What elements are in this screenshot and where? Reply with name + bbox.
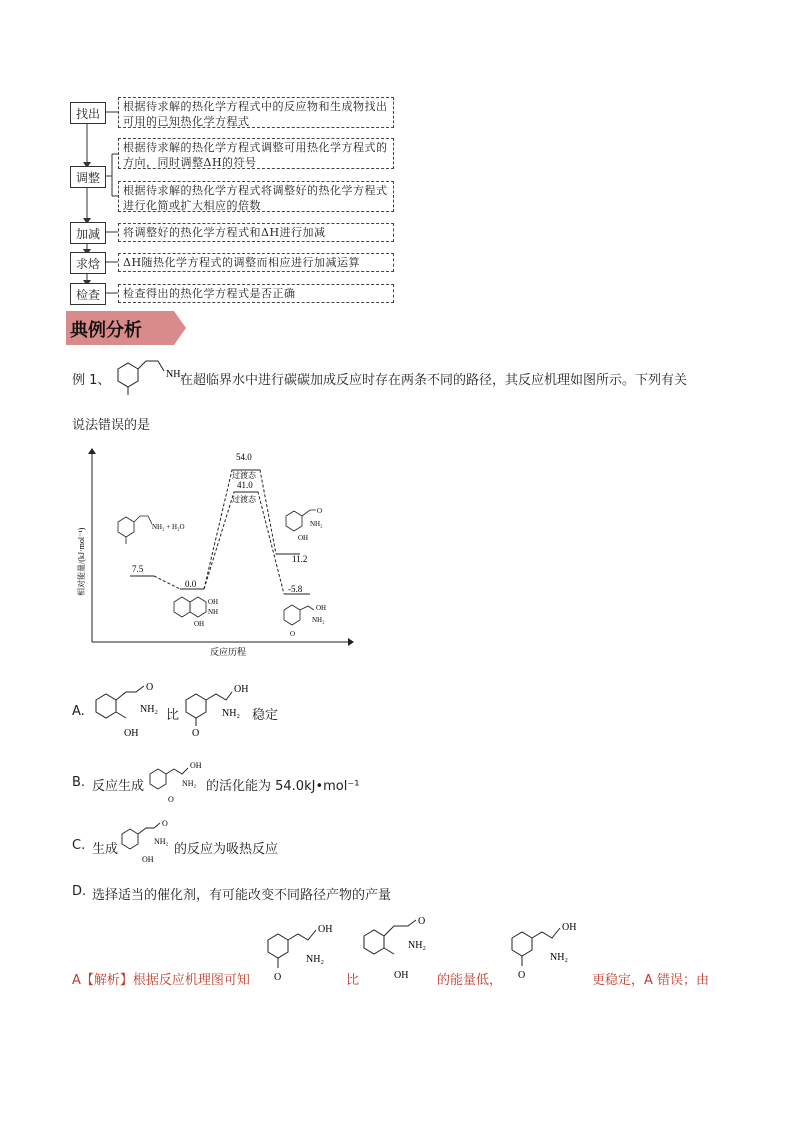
svg-text:OH: OH [562,922,577,933]
svg-text:OH: OH [298,534,309,542]
product1-value: 11.2 [292,554,308,564]
section-title: 典例分析 [70,320,142,341]
nh2-label: NH₂ [166,369,184,380]
analysis-molecule-2 [358,912,438,986]
svg-text:O: O [192,728,200,739]
energy-diagram [70,446,360,662]
option-b-pre: 反应生成 [92,779,145,794]
svg-text:OH: OH [142,855,154,864]
level-reactant-value: 7.5 [132,564,144,574]
svg-text:NH₂: NH₂ [312,616,325,624]
reactant-label: NH₂ + H₂O [152,523,185,531]
svg-text:NH₂: NH₂ [140,704,158,715]
svg-text:NH₂: NH₂ [310,520,323,528]
flow-step-find: 找出 [70,102,106,124]
option-a-molecule-1 [90,680,178,738]
flow-box-check: 检查得出的热化学方程式是否正确 [118,284,394,303]
option-a-letter: A. [72,704,85,719]
analysis-molecule-1 [262,916,350,986]
flow-step-adjust: 调整 [70,166,106,188]
product2-molecule [284,604,326,638]
analysis-mid: 比 [346,973,360,988]
flow-box-adjust-2: 根据待求解的热化学方程式将调整好的热化学方程式进行化简或扩大相应的倍数 [118,181,394,212]
flow-box-enthalpy: ΔH随热化学方程式的调整而相应进行加减运算 [118,253,394,272]
ts1-value: 54.0 [236,452,252,462]
question-text-line2: 说法错误的是 [72,418,151,433]
reactant-molecule [118,516,185,544]
flow-box-addsub: 将调整好的热化学方程式和ΔH进行加减 [118,223,394,242]
ts2-label: 过渡态 [232,495,256,504]
svg-text:OH: OH [208,598,219,606]
svg-text:O: O [168,795,174,804]
question-molecule [110,347,182,397]
svg-text:O: O [146,682,154,693]
option-b-post: 的活化能为 54.0kJ•mol⁻¹ [206,779,360,794]
analysis-end: 更稳定，A 错误；由 [592,973,710,988]
svg-text:NH₂: NH₂ [154,837,169,846]
svg-text:NH₂: NH₂ [182,779,197,788]
question-text-line1: 在超临界水中进行碳碳加成反应时存在两条不同的路径，其反应机理如图所示。下列有关 [180,373,688,388]
svg-text:NH₂: NH₂ [408,940,426,951]
option-b-molecule [146,758,210,806]
flow-box-find: 根据待求解的热化学方程式中的反应物和生成物找出可用的已知热化学方程式 [118,97,394,128]
level-intermediate-value: 0.0 [185,579,197,589]
analysis-mid2: 的能量低， [437,973,503,988]
option-a-molecule-2 [180,680,256,738]
svg-text:O: O [518,970,526,981]
option-b-letter: B. [72,775,86,790]
svg-text:O: O [290,630,296,638]
svg-text:O: O [162,819,168,828]
svg-text:NH₂: NH₂ [306,954,324,965]
svg-text:OH: OH [318,924,333,935]
svg-text:NH: NH [208,608,219,616]
option-c-molecule [118,818,180,866]
flow-step-check: 检查 [70,283,106,305]
svg-text:NH₂: NH₂ [550,952,568,963]
option-c-letter: C. [72,838,86,853]
ts2-value: 41.0 [237,480,253,490]
svg-text:OH: OH [124,728,139,739]
analysis-prefix: A【解析】根据反应机理图可知 [72,973,250,988]
svg-text:OH: OH [234,684,249,695]
svg-text:OH: OH [194,620,205,628]
svg-text:NH₂: NH₂ [222,708,240,719]
option-c-pre: 生成 [92,842,119,857]
flow-step-addsub: 加减 [70,222,106,244]
analysis-molecule-3 [506,914,594,984]
ts1-label: 过渡态 [232,471,256,480]
svg-text:OH: OH [316,604,327,612]
y-axis-label: 相对能量/(kJ·mol⁻¹) [77,527,86,596]
svg-text:O: O [274,972,282,983]
question-prefix: 例 1、 [72,373,111,388]
product1-molecule [286,507,323,542]
svg-text:OH: OH [190,761,202,770]
option-c-post: 的反应为吸热反应 [174,842,279,857]
option-d-text: 选择适当的催化剂，有可能改变不同路径产物的产量 [92,888,392,903]
product2-value: -5.8 [288,584,303,594]
option-a-end: 稳定 [252,708,279,723]
option-a-mid: 比 [166,708,180,723]
svg-text:O: O [418,916,426,927]
x-axis-label: 反应历程 [210,647,247,657]
option-d-letter: D. [72,884,87,899]
svg-text:O: O [317,507,323,515]
flow-step-enthalpy: 求焓 [70,252,106,274]
intermediate-molecule [174,597,218,628]
flow-box-adjust-1: 根据待求解的热化学方程式调整可用热化学方程式的方向，同时调整ΔH的符号 [118,138,394,169]
svg-text:OH: OH [394,970,409,981]
